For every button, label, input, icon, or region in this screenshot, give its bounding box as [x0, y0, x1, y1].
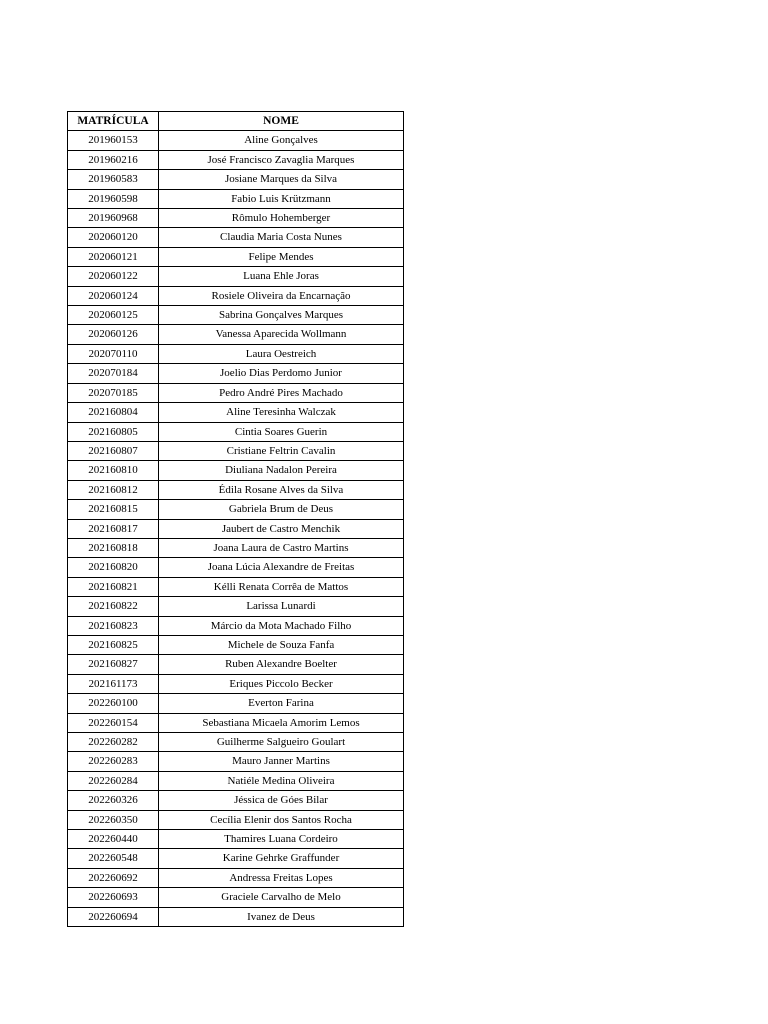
- matricula-cell: 202160827: [68, 655, 159, 674]
- matricula-cell: 202060121: [68, 247, 159, 266]
- matricula-cell: 202260154: [68, 713, 159, 732]
- nome-cell: Cristiane Feltrin Cavalin: [159, 441, 404, 460]
- table-body: [68, 131, 404, 927]
- table-row: [68, 209, 404, 228]
- matricula-cell: 202060124: [68, 286, 159, 305]
- matricula-cell: 202160805: [68, 422, 159, 441]
- nome-cell: Kélli Renata Corrêa de Mattos: [159, 577, 404, 596]
- matricula-cell: 202160822: [68, 597, 159, 616]
- student-table: [67, 111, 404, 927]
- matricula-cell: 201960216: [68, 150, 159, 169]
- matricula-cell: 202160825: [68, 635, 159, 654]
- table-row: [68, 868, 404, 887]
- matricula-cell: 201960598: [68, 189, 159, 208]
- nome-cell: Guilherme Salgueiro Goulart: [159, 733, 404, 752]
- table-row: [68, 422, 404, 441]
- matricula-cell: 202060125: [68, 306, 159, 325]
- table-row: [68, 597, 404, 616]
- table-row: [68, 810, 404, 829]
- nome-cell: Andressa Freitas Lopes: [159, 868, 404, 887]
- nome-cell: Vanessa Aparecida Wollmann: [159, 325, 404, 344]
- matricula-cell: 202060126: [68, 325, 159, 344]
- matricula-cell: 202260284: [68, 771, 159, 790]
- table-row: [68, 267, 404, 286]
- matricula-cell: 202160804: [68, 403, 159, 422]
- table-row: [68, 189, 404, 208]
- matricula-cell: 202260548: [68, 849, 159, 868]
- nome-cell: Cintia Soares Guerin: [159, 422, 404, 441]
- nome-cell: Édila Rosane Alves da Silva: [159, 480, 404, 499]
- matricula-cell: 202260692: [68, 868, 159, 887]
- matricula-cell: 202260283: [68, 752, 159, 771]
- nome-cell: Eriques Piccolo Becker: [159, 674, 404, 693]
- nome-cell: Luana Ehle Joras: [159, 267, 404, 286]
- table-row: [68, 733, 404, 752]
- matricula-cell: 202160818: [68, 538, 159, 557]
- nome-cell: Claudia Maria Costa Nunes: [159, 228, 404, 247]
- table-row: [68, 635, 404, 654]
- nome-cell: Felipe Mendes: [159, 247, 404, 266]
- nome-cell: José Francisco Zavaglia Marques: [159, 150, 404, 169]
- table-row: [68, 616, 404, 635]
- table-row: [68, 325, 404, 344]
- table-row: [68, 500, 404, 519]
- table-row: [68, 383, 404, 402]
- matricula-cell: 201960583: [68, 170, 159, 189]
- matricula-cell: 202160815: [68, 500, 159, 519]
- table-row: [68, 131, 404, 150]
- nome-cell: Laura Oestreich: [159, 344, 404, 363]
- nome-cell: Márcio da Mota Machado Filho: [159, 616, 404, 635]
- table-row: [68, 364, 404, 383]
- nome-cell: Joelio Dias Perdomo Junior: [159, 364, 404, 383]
- nome-cell: Pedro André Pires Machado: [159, 383, 404, 402]
- nome-cell: Thamires Luana Cordeiro: [159, 830, 404, 849]
- table-row: [68, 752, 404, 771]
- table-row: [68, 907, 404, 926]
- matricula-cell: 202160823: [68, 616, 159, 635]
- table-row: [68, 150, 404, 169]
- nome-cell: Fabio Luis Krützmann: [159, 189, 404, 208]
- table-row: [68, 306, 404, 325]
- table-row: [68, 228, 404, 247]
- matricula-cell: 202260440: [68, 830, 159, 849]
- matricula-cell: 202260326: [68, 791, 159, 810]
- matricula-cell: 202260694: [68, 907, 159, 926]
- table-row: [68, 480, 404, 499]
- table-row: [68, 674, 404, 693]
- nome-cell: Mauro Janner Martins: [159, 752, 404, 771]
- nome-cell: Ruben Alexandre Boelter: [159, 655, 404, 674]
- nome-cell: Jaubert de Castro Menchik: [159, 519, 404, 538]
- table-row: [68, 344, 404, 363]
- table-row: [68, 461, 404, 480]
- nome-cell: Joana Lúcia Alexandre de Freitas: [159, 558, 404, 577]
- matricula-cell: 202260350: [68, 810, 159, 829]
- nome-cell: Sabrina Gonçalves Marques: [159, 306, 404, 325]
- table-row: [68, 247, 404, 266]
- table-row: [68, 577, 404, 596]
- table-row: [68, 694, 404, 713]
- nome-cell: Gabriela Brum de Deus: [159, 500, 404, 519]
- table-row: [68, 441, 404, 460]
- nome-cell: Karine Gehrke Graffunder: [159, 849, 404, 868]
- matricula-cell: 201960968: [68, 209, 159, 228]
- matricula-cell: 202160812: [68, 480, 159, 499]
- spreadsheet-area: [67, 111, 404, 927]
- table-row: [68, 849, 404, 868]
- matricula-cell: 202070184: [68, 364, 159, 383]
- nome-cell: Graciele Carvalho de Melo: [159, 888, 404, 907]
- header-nome: NOME: [159, 112, 404, 131]
- matricula-cell: 202160820: [68, 558, 159, 577]
- table-row: [68, 558, 404, 577]
- matricula-cell: 202070185: [68, 383, 159, 402]
- matricula-cell: 202070110: [68, 344, 159, 363]
- table-row: [68, 403, 404, 422]
- matricula-cell: 201960153: [68, 131, 159, 150]
- table-row: [68, 655, 404, 674]
- matricula-cell: 202160807: [68, 441, 159, 460]
- nome-cell: Natiéle Medina Oliveira: [159, 771, 404, 790]
- header-row: [68, 112, 404, 131]
- matricula-cell: 202260693: [68, 888, 159, 907]
- table-header: [68, 112, 404, 131]
- table-row: [68, 170, 404, 189]
- nome-cell: Aline Gonçalves: [159, 131, 404, 150]
- nome-cell: Rômulo Hohemberger: [159, 209, 404, 228]
- table-row: [68, 771, 404, 790]
- table-row: [68, 519, 404, 538]
- matricula-cell: 202160821: [68, 577, 159, 596]
- matricula-cell: 202160817: [68, 519, 159, 538]
- table-row: [68, 791, 404, 810]
- nome-cell: Josiane Marques da Silva: [159, 170, 404, 189]
- nome-cell: Michele de Souza Fanfa: [159, 635, 404, 654]
- table-row: [68, 830, 404, 849]
- nome-cell: Cecília Elenir dos Santos Rocha: [159, 810, 404, 829]
- nome-cell: Joana Laura de Castro Martins: [159, 538, 404, 557]
- nome-cell: Diuliana Nadalon Pereira: [159, 461, 404, 480]
- table-row: [68, 286, 404, 305]
- table-row: [68, 888, 404, 907]
- matricula-cell: 202060120: [68, 228, 159, 247]
- matricula-cell: 202260100: [68, 694, 159, 713]
- nome-cell: Jéssica de Góes Bilar: [159, 791, 404, 810]
- table-row: [68, 538, 404, 557]
- header-matricula: MATRÍCULA: [68, 112, 159, 131]
- nome-cell: Larissa Lunardi: [159, 597, 404, 616]
- nome-cell: Sebastiana Micaela Amorim Lemos: [159, 713, 404, 732]
- nome-cell: Everton Farina: [159, 694, 404, 713]
- table-row: [68, 713, 404, 732]
- nome-cell: Aline Teresinha Walczak: [159, 403, 404, 422]
- matricula-cell: 202060122: [68, 267, 159, 286]
- matricula-cell: 202260282: [68, 733, 159, 752]
- nome-cell: Rosiele Oliveira da Encarnação: [159, 286, 404, 305]
- matricula-cell: 202161173: [68, 674, 159, 693]
- matricula-cell: 202160810: [68, 461, 159, 480]
- nome-cell: Ivanez de Deus: [159, 907, 404, 926]
